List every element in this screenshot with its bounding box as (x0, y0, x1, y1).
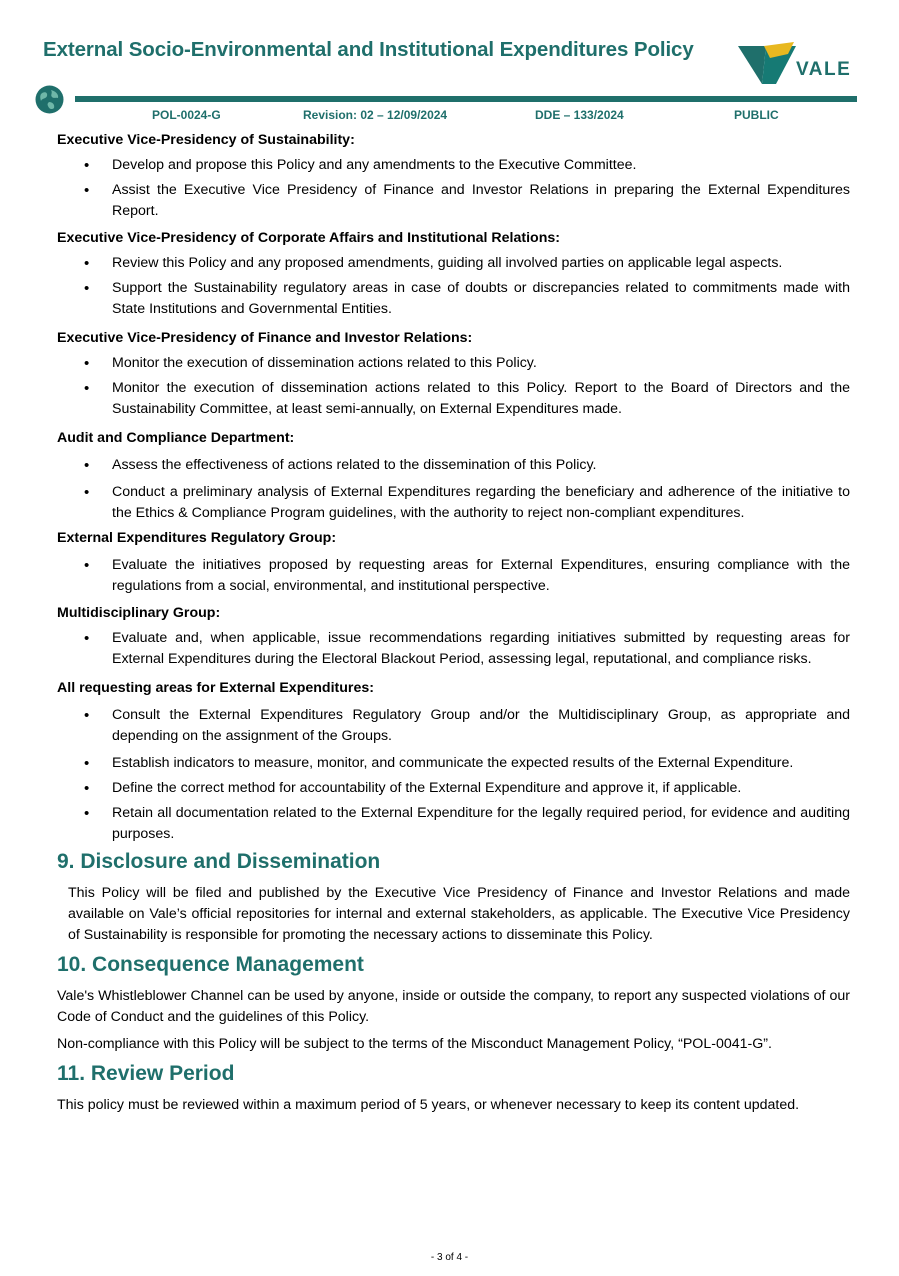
bullet-list (57, 455, 850, 524)
bullet-list (57, 253, 850, 320)
subsection-heading: Executive Vice-Presidency of Corporate Affairs and Institutional Relations: (57, 230, 560, 246)
consequence-paragraph-2: Non-compliance with this Policy will be subject to the terms of the Misconduct Management Policy, “POL-0041-G”. (57, 1036, 772, 1052)
disclosure-paragraph: This Policy will be filed and published by the Executive Vice Presidency of Finance and Investor Relations and made available on Vale’s official repositories for internal and external stakeholders, as applicable. The Executive Vice Presidency of Sustainability is responsible for promoting the necessary actions to disseminate this Policy. (68, 885, 850, 943)
section-heading-consequence: 10. Consequence Management (57, 953, 364, 976)
list-item: • Establish indicators to measure, monitor, and communicate the expected results of the External Expenditure. (84, 755, 794, 772)
list-item: • Evaluate and, when applicable, issue recommendations regarding initiatives submitted by requesting areas for External Expenditures during the Electoral Blackout Period, assessing legal, reputational, and compliance risks. (84, 630, 850, 667)
review-paragraph: This policy must be reviewed within a maximum period of 5 years, or whenever necessary to keep its content updated. (57, 1097, 800, 1113)
bullet-list (57, 628, 850, 670)
list-item: • Monitor the execution of dissemination actions related to this Policy. Report to the Board of Directors and the Sustainability Committee, at least semi-annually, on External Expenditures made. (84, 380, 850, 417)
subsection-heading: Executive Vice-Presidency of Finance and Investor Relations: (57, 330, 473, 346)
bullet-list (57, 353, 850, 420)
document-title: External Socio-Environmental and Institutional Expenditures Policy (43, 38, 694, 61)
subsection-heading: Audit and Compliance Department: (57, 430, 295, 446)
bullet-icon: • (84, 707, 90, 724)
subsection-heading: All requesting areas for External Expenditures: (57, 680, 374, 696)
globe-icon (35, 85, 64, 114)
subsection-heading: Multidisciplinary Group: (57, 605, 221, 621)
list-item: • Assess the effectiveness of actions related to the dissemination of this Policy. (84, 457, 597, 474)
list-item: • Consult the External Expenditures Regulatory Group and/or the Multidisciplinary Group, as appropriate and depending on the assignment of the Groups. (84, 707, 850, 744)
bullet-icon: • (84, 157, 90, 174)
bullet-icon: • (84, 255, 90, 272)
list-item: • Develop and propose this Policy and any amendments to the Executive Committee. (84, 157, 637, 174)
bullet-icon: • (84, 755, 90, 772)
section-heading-review: 11. Review Period (57, 1062, 235, 1085)
bullet-icon: • (84, 630, 90, 647)
page-body (57, 130, 850, 1122)
consequence-paragraph-1: Vale's Whistleblower Channel can be used by anyone, inside or outside the company, to report any suspected violations of our Code of Conduct and the guidelines of this Policy. (57, 988, 850, 1025)
bullet-list (57, 555, 850, 597)
list-item: • Evaluate the initiatives proposed by requesting areas for External Expenditures, ensuring compliance with the regulations from a social, environmental, and institutional perspective. (84, 557, 850, 594)
logo-wordmark: VALE (796, 59, 852, 80)
bullet-list (57, 155, 850, 222)
bullet-icon: • (84, 280, 90, 297)
section-heading-disclosure: 9. Disclosure and Dissemination (57, 850, 381, 873)
doc-code: POL-0024-G (152, 108, 221, 122)
list-item: • Define the correct method for accountability of the External Expenditure and approve it, if applicable. (84, 780, 742, 797)
list-item: • Support the Sustainability regulatory areas in case of doubts or discrepancies related to commitments made with State Institutions and Governmental Entities. (84, 280, 850, 317)
subsection-heading: External Expenditures Regulatory Group: (57, 530, 337, 546)
bullet-icon: • (84, 484, 90, 501)
subsection-heading: Executive Vice-Presidency of Sustainability: (57, 132, 355, 148)
list-item: • Monitor the execution of dissemination actions related to this Policy. (84, 355, 537, 372)
dde-number: DDE – 133/2024 (535, 108, 624, 122)
bullet-icon: • (84, 780, 90, 797)
list-item: • Retain all documentation related to the External Expenditure for the legally required period, for evidence and auditing purposes. (84, 805, 850, 842)
header-rule (75, 96, 857, 102)
list-item: • Conduct a preliminary analysis of External Expenditures regarding the beneficiary and adherence of the initiative to the Ethics & Compliance Program guidelines, with the authority to reject non-compliant expenditures. (84, 484, 850, 521)
revision: Revision: 02 – 12/09/2024 (303, 108, 448, 122)
list-item: • Review this Policy and any proposed amendments, guiding all involved parties on applicable legal aspects. (84, 255, 783, 272)
list-item: • Assist the Executive Vice Presidency of Finance and Investor Relations in preparing the External Expenditures Report. (84, 182, 850, 219)
bullet-icon: • (84, 355, 90, 372)
bullet-icon: • (84, 557, 90, 574)
page-number: - 3 of 4 - (430, 1252, 469, 1263)
classification-label: PUBLIC (734, 108, 779, 122)
bullet-icon: • (84, 380, 90, 397)
bullet-icon: • (84, 457, 90, 474)
bullet-list (57, 705, 850, 845)
bullet-icon: • (84, 182, 90, 199)
bullet-icon: • (84, 805, 90, 822)
